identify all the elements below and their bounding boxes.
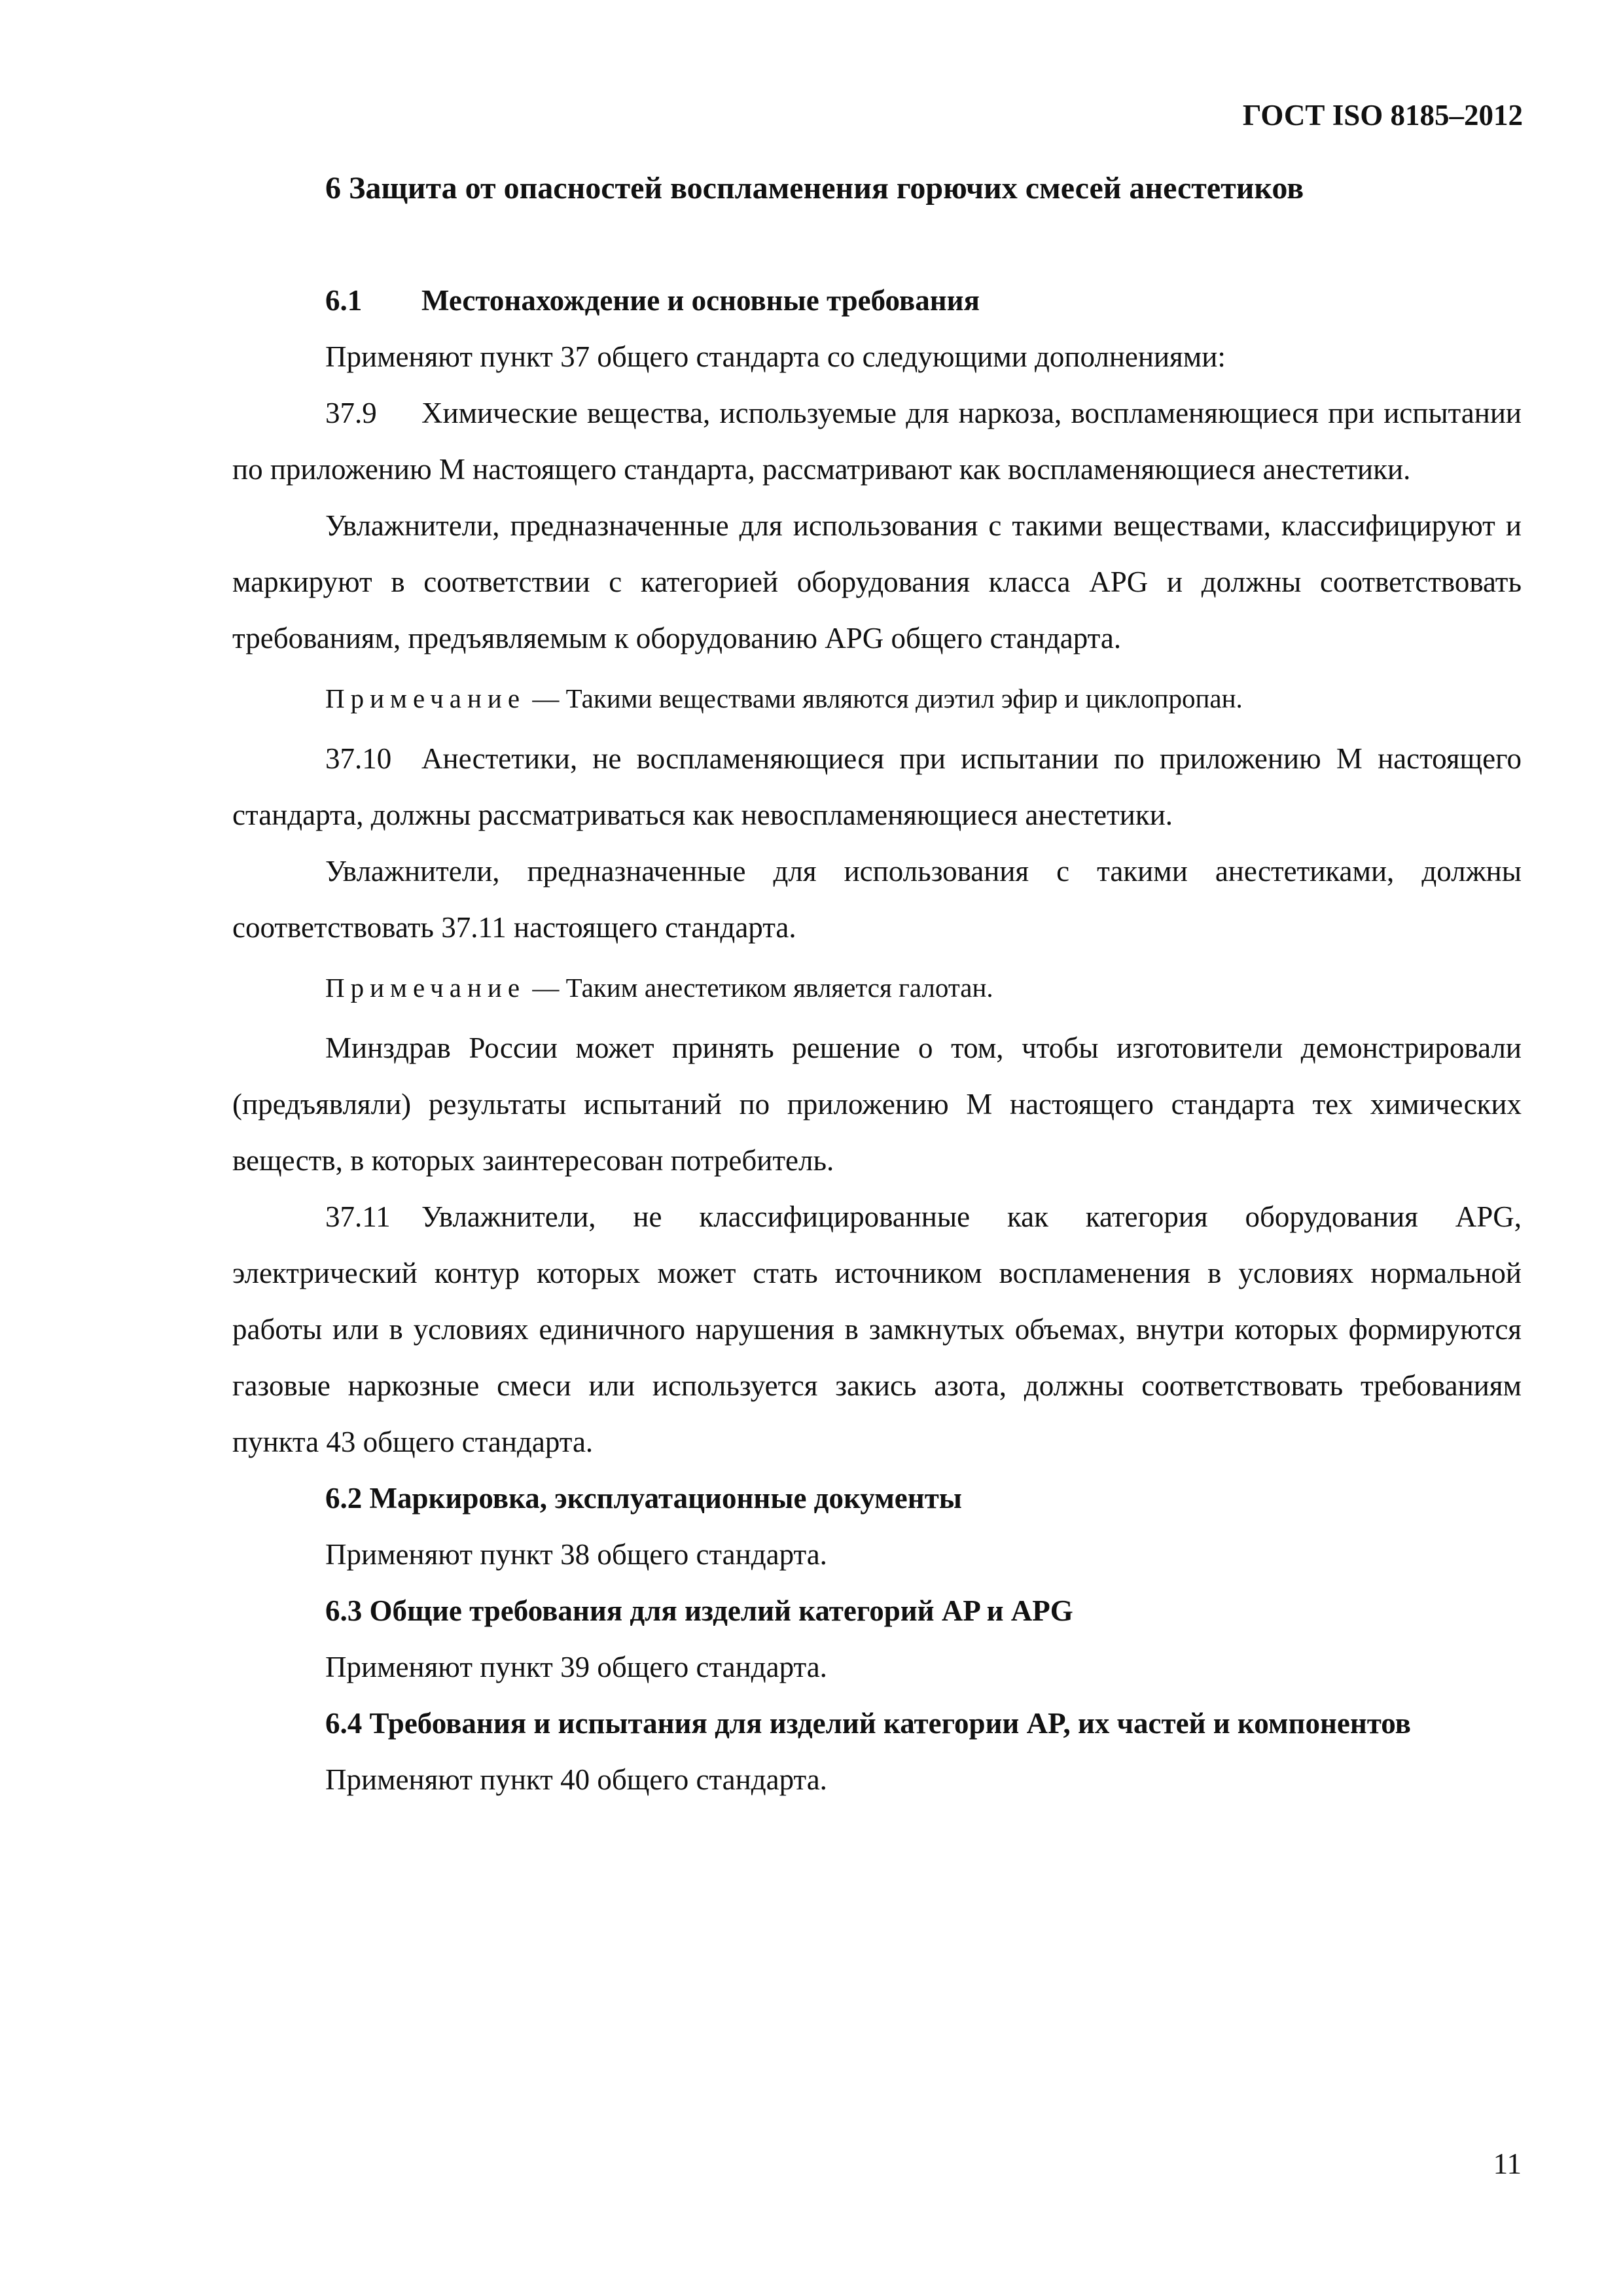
paragraph: Минздрав России может принять решение о том, чтобы изготовители демонстрировали (предъявляли) результаты испытаний по приложению М настоящего стандарта тех химических веществ, в которых заинтересован потребитель. bbox=[232, 1031, 1522, 1177]
page-number: 11 bbox=[1493, 2147, 1522, 2180]
section-title: 6 Защита от опасностей воспламенения горючих смесей анестетиков bbox=[325, 171, 1304, 206]
clause-number: 37.10 bbox=[325, 742, 392, 775]
paragraph: Применяют пункт 40 общего стандарта. bbox=[325, 1763, 827, 1796]
note bbox=[232, 960, 1522, 1016]
note-text: — Таким анестетиком является галотан. bbox=[526, 973, 993, 1003]
clause-text: Увлажнители, не классифицированные как категория оборудования APG, электрический контур которых может стать источником воспламенения в условиях нормальной работы или в условиях единичного нарушения в замкнутых объемах, внутри которых формируются газовые наркозные смеси или используется закись азота, должны соответствовать требованиям пункта 43 общего стандарта. bbox=[232, 1200, 1522, 1458]
note-label: Примечание bbox=[325, 683, 526, 713]
subsection-title: Местонахождение и основные требования bbox=[421, 284, 980, 317]
document-header: ГОСТ ISO 8185–2012 bbox=[1242, 99, 1523, 132]
paragraph: Применяют пункт 37 общего стандарта со следующими дополнениями: bbox=[325, 340, 1226, 373]
paragraph: Применяют пункт 38 общего стандарта. bbox=[325, 1538, 827, 1571]
clause-37-11 bbox=[232, 1189, 1522, 1470]
clause-number: 37.9 bbox=[325, 397, 377, 429]
note bbox=[232, 670, 1522, 726]
subsection-number: 6.1 bbox=[325, 284, 363, 317]
subsection-6-4-heading: 6.4 Требования и испытания для изделий категории AP, их частей и компонентов bbox=[325, 1707, 1411, 1740]
paragraph: Применяют пункт 39 общего стандарта. bbox=[325, 1651, 827, 1683]
paragraph: Увлажнители, предназначенные для использования с такими анестетиками, должны соответствовать 37.11 настоящего стандарта. bbox=[232, 855, 1522, 944]
note-text: — Такими веществами являются диэтил эфир и циклопропан. bbox=[526, 683, 1243, 713]
clause-number: 37.11 bbox=[325, 1200, 391, 1233]
subsection-6-3-heading: 6.3 Общие требования для изделий категорий AP и APG bbox=[325, 1594, 1073, 1627]
paragraph: Увлажнители, предназначенные для использования с такими веществами, классифицируют и маркируют в соответствии с категорией оборудования класса APG и должны соответствовать требованиям, предъявляемым к оборудованию APG общего стандарта. bbox=[232, 509, 1522, 655]
subsection-6-2-heading: 6.2 Маркировка, эксплуатационные документы bbox=[325, 1482, 962, 1515]
subsection-6-1-heading bbox=[325, 272, 1522, 329]
clause-37-10 bbox=[232, 730, 1522, 843]
clause-text: Химические вещества, используемые для наркоза, воспламеняющиеся при испытании по приложению М настоящего стандарта, рассматривают как воспламеняющиеся анестетики. bbox=[232, 397, 1522, 486]
clause-37-9 bbox=[232, 385, 1522, 497]
note-label: Примечание bbox=[325, 973, 526, 1003]
document-body bbox=[232, 160, 1522, 1808]
clause-text: Анестетики, не воспламеняющиеся при испытании по приложению М настоящего стандарта, должны рассматриваться как невоспламеняющиеся анестетики. bbox=[232, 742, 1522, 831]
